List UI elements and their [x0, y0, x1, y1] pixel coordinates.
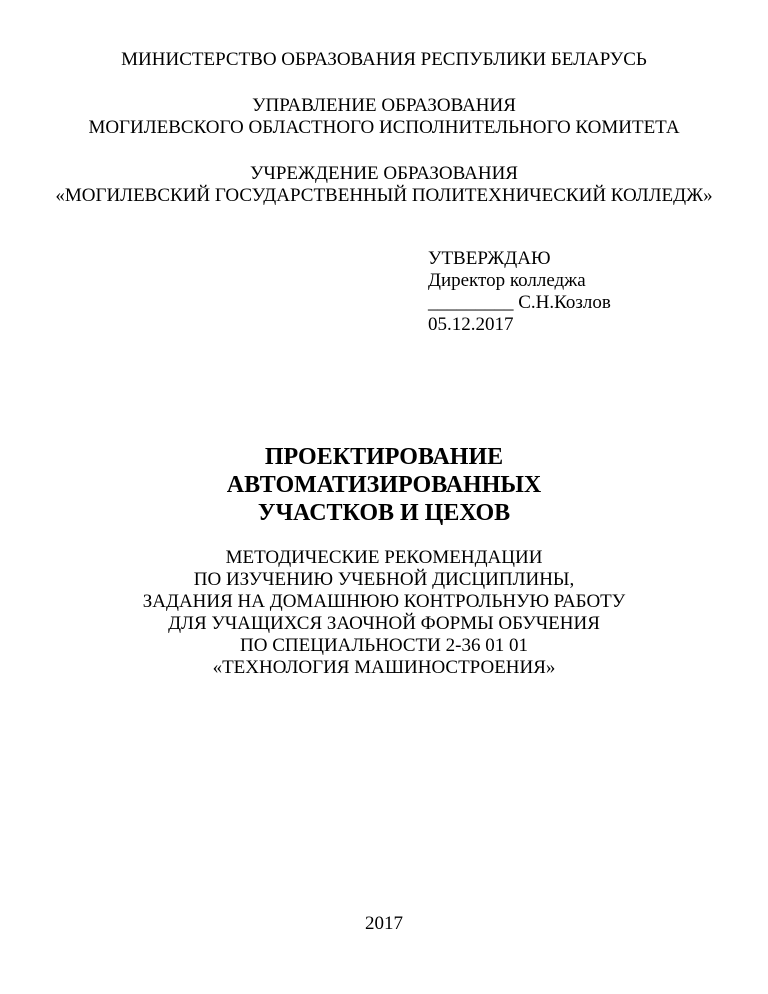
- document-title-line3: УЧАСТКОВ И ЦЕХОВ: [257, 500, 511, 526]
- department-heading-line2: МОГИЛЕВСКОГО ОБЛАСТНОГО ИСПОЛНИТЕЛЬНОГО КОМИТЕТА: [88, 117, 680, 138]
- approval-position: Директор колледжа: [428, 270, 586, 291]
- ministry-heading: МИНИСТЕРСТВО ОБРАЗОВАНИЯ РЕСПУБЛИКИ БЕЛАРУСЬ: [121, 49, 647, 70]
- approval-signature: _________ С.Н.Козлов: [428, 292, 611, 313]
- approval-approve: УТВЕРЖДАЮ: [428, 248, 551, 269]
- subtitle-line5: ПО СПЕЦИАЛЬНОСТИ 2-36 01 01: [240, 635, 528, 656]
- approval-date: 05.12.2017: [428, 314, 514, 335]
- institution-heading-line1: УЧРЕЖДЕНИЕ ОБРАЗОВАНИЯ: [250, 163, 518, 184]
- document-title-line1: ПРОЕКТИРОВАНИЕ: [264, 444, 504, 470]
- subtitle-line1: МЕТОДИЧЕСКИЕ РЕКОМЕНДАЦИИ: [225, 547, 543, 568]
- subtitle-line4: ДЛЯ УЧАЩИХСЯ ЗАОЧНОЙ ФОРМЫ ОБУЧЕНИЯ: [168, 613, 600, 634]
- document-title-line2: АВТОМАТИЗИРОВАННЫХ: [226, 472, 542, 498]
- subtitle-line2: ПО ИЗУЧЕНИЮ УЧЕБНОЙ ДИСЦИПЛИНЫ,: [193, 569, 575, 590]
- approval-block: [428, 248, 611, 336]
- department-heading-line1: УПРАВЛЕНИЕ ОБРАЗОВАНИЯ: [252, 95, 516, 116]
- subtitle-line6: «ТЕХНОЛОГИЯ МАШИНОСТРОЕНИЯ»: [212, 657, 556, 678]
- publication-year: 2017: [365, 913, 403, 934]
- institution-heading-line2: «МОГИЛЕВСКИЙ ГОСУДАРСТВЕННЫЙ ПОЛИТЕХНИЧЕСКИЙ КОЛЛЕДЖ»: [55, 185, 713, 206]
- subtitle-line3: ЗАДАНИЯ НА ДОМАШНЮЮ КОНТРОЛЬНУЮ РАБОТУ: [142, 591, 626, 612]
